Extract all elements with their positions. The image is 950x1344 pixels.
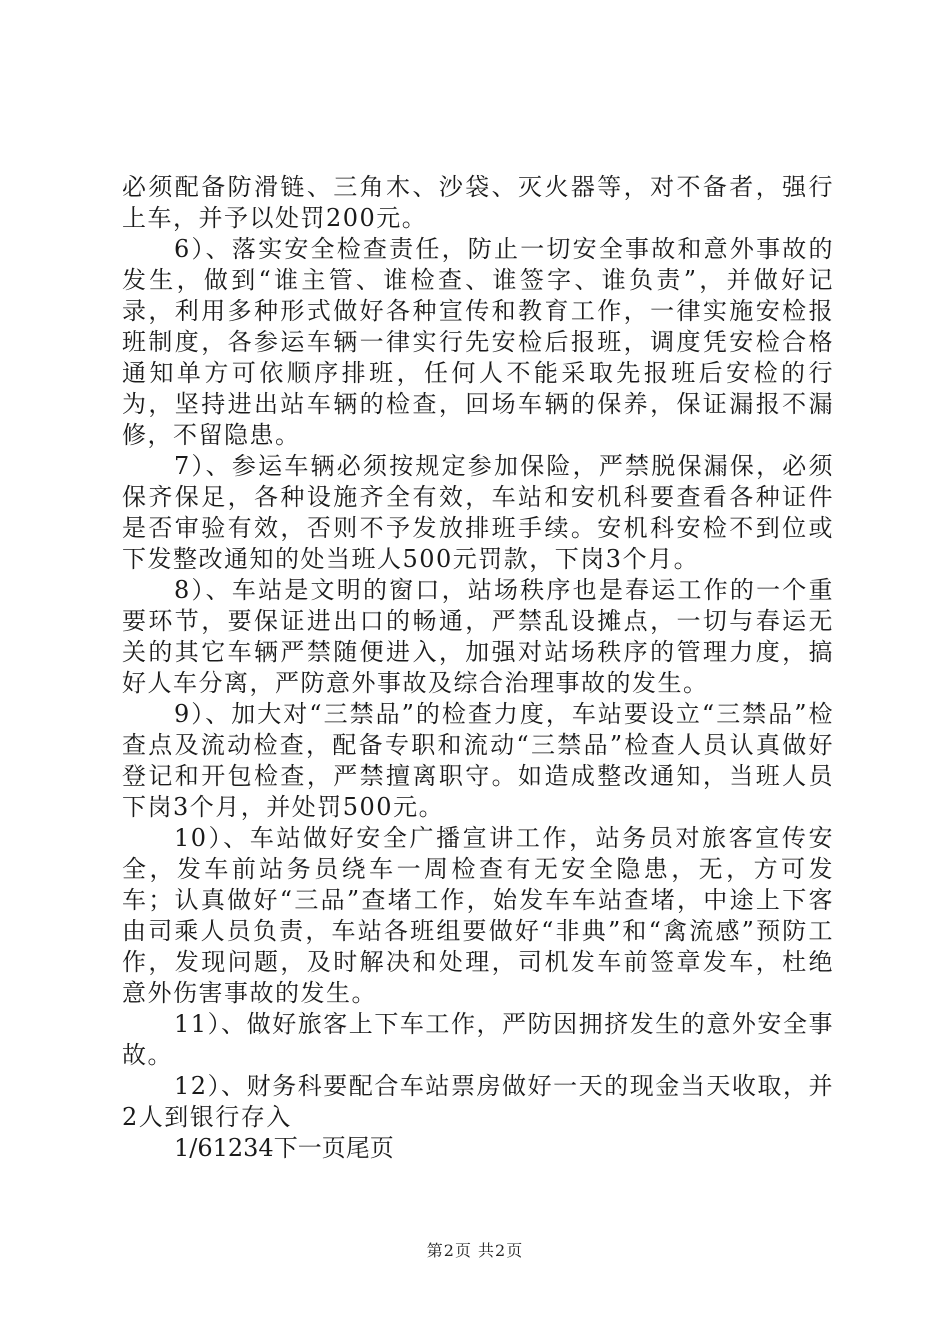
document-body — [122, 172, 834, 1164]
page-number-footer: 第2页 共2页 — [426, 1241, 524, 1260]
paragraph-item-9: 9）、加大对“三禁品”的检查力度，车站要设立“三禁品”检查点及流动检查，配备专职和流动“三禁品”检查人员认真做好登记和开包检查，严禁擅离职守。如造成整改通知，当班人员下岗3个月，并处罚500元。 — [122, 700, 834, 821]
pagination-line — [122, 1133, 834, 1164]
paragraph-continuation: 必须配备防滑链、三角木、沙袋、灭火器等，对不备者，强行上车，并予以处罚200元。 — [122, 173, 834, 232]
paragraph-item-7: 7）、参运车辆必须按规定参加保险，严禁脱保漏保，必须保齐保足，各种设施齐全有效，车站和安机科要查看各种证件是否审验有效，否则不予发放排班手续。安机科安检不到位或下发整改通知的处当班人500元罚款，下岗3个月。 — [122, 452, 834, 573]
paragraph-item-6: 6）、落实安全检查责任，防止一切安全事故和意外事故的发生，做到“谁主管、谁检查、谁签字、谁负责”，并做好记录，利用多种形式做好各种宣传和教育工作，一律实施安检报班制度，各参运车辆一律实行先安检后报班，调度凭安检合格通知单方可依顺序排班，任何人不能采取先报班后安检的行为，坚持进出站车辆的检查，回场车辆的保养，保证漏报不漏修，不留隐患。 — [122, 235, 834, 449]
page-count: 1/61234 — [174, 1134, 274, 1162]
last-page-link[interactable]: 尾页 — [345, 1134, 394, 1162]
next-page-link[interactable]: 下一页 — [273, 1134, 346, 1162]
paragraph-item-8: 8）、车站是文明的窗口，站场秩序也是春运工作的一个重要环节，要保证进出口的畅通，严禁乱设摊点，一切与春运无关的其它车辆严禁随便进入，加强对站场秩序的管理力度，搞好人车分离，严防意外事故及综合治理事故的发生。 — [122, 576, 834, 697]
paragraph-item-10: 10）、车站做好安全广播宣讲工作，站务员对旅客宣传安全，发车前站务员绕车一周检查有无安全隐患，无，方可发车；认真做好“三品”查堵工作，始发车车站查堵，中途上下客由司乘人员负责，车站各班组要做好“非典”和“禽流感”预防工作，发现问题，及时解决和处理，司机发车前签章发车，杜绝意外伤害事故的发生。 — [122, 824, 834, 1007]
paragraph-item-11: 11）、做好旅客上下车工作，严防因拥挤发生的意外安全事故。 — [122, 1010, 834, 1069]
paragraph-item-12: 12）、财务科要配合车站票房做好一天的现金当天收取，并2人到银行存入 — [122, 1072, 834, 1131]
